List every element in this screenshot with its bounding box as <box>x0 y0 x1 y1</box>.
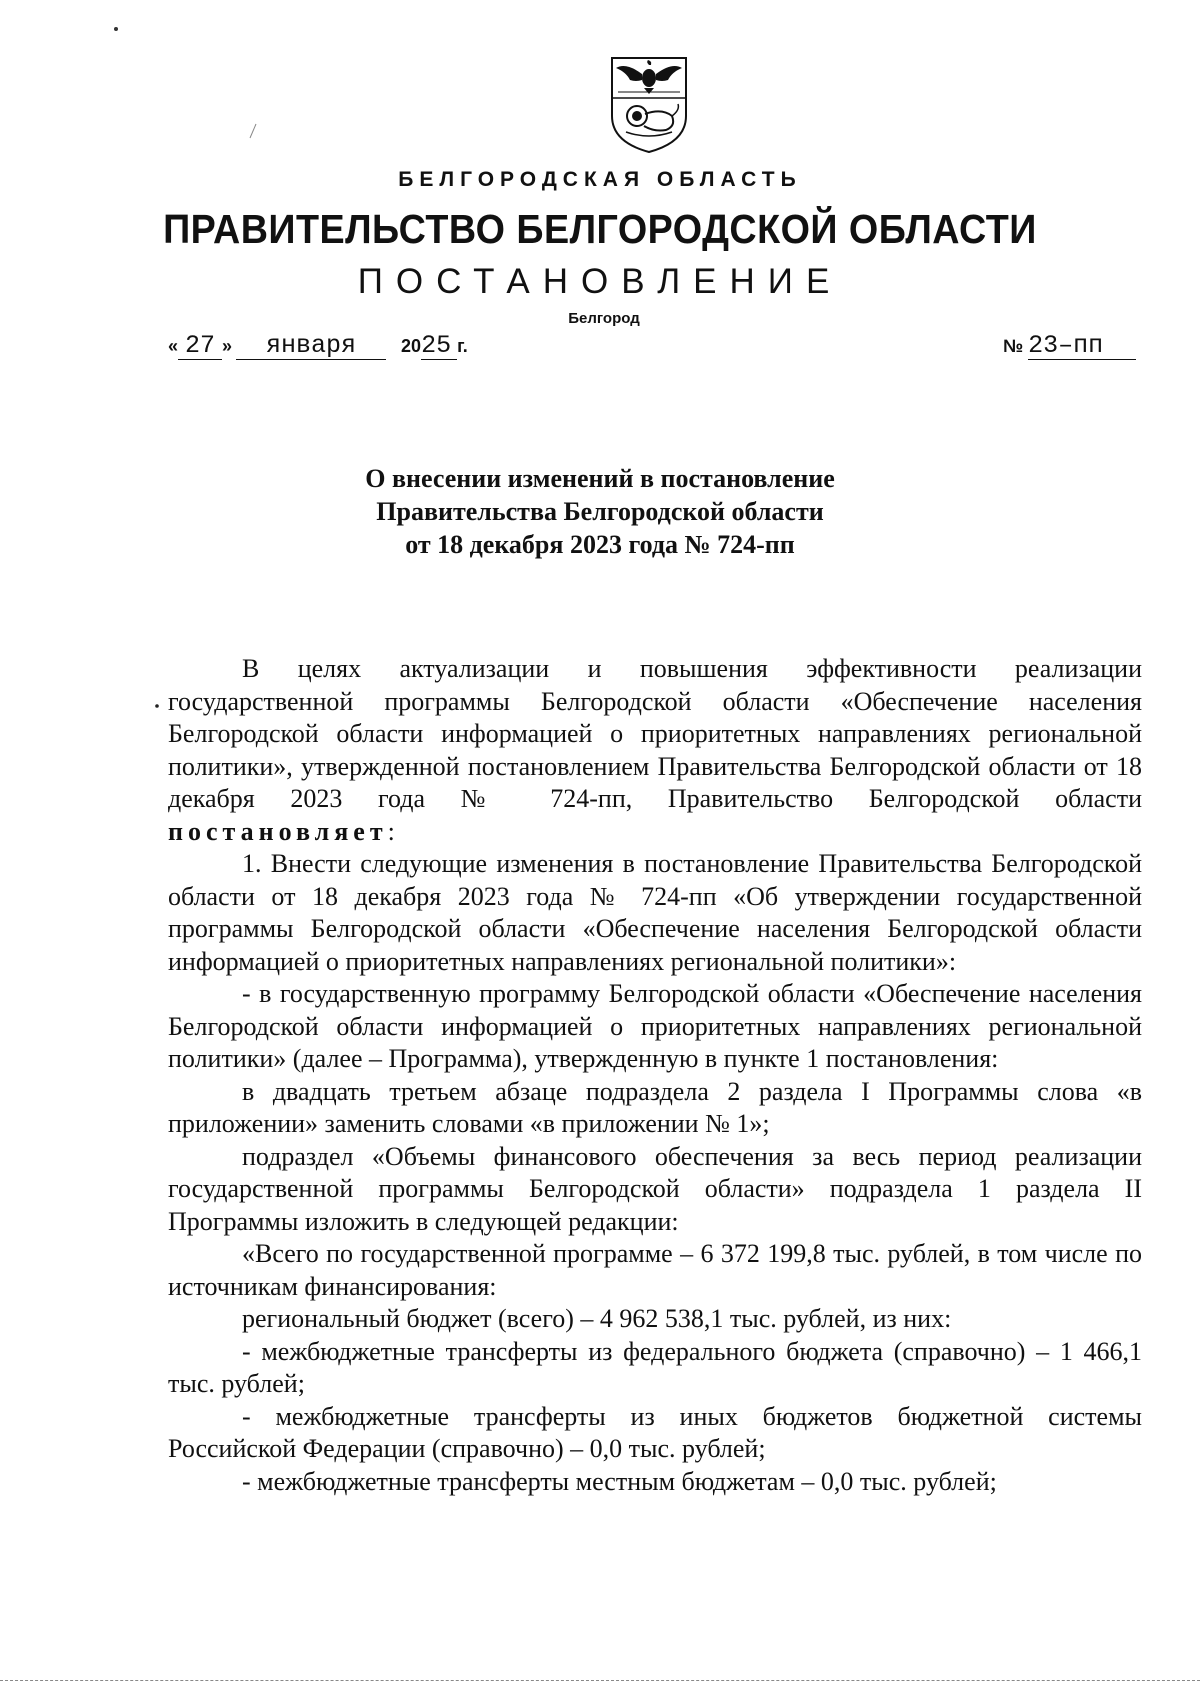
paragraph-section-1-change: в двадцать третьем абзаце подраздела 2 раздела I Программы слова «в приложении» заменить словами «в приложении № 1»; <box>168 1076 1142 1138</box>
date-year-mark: г. <box>457 336 468 356</box>
date-month: января <box>236 333 386 360</box>
document-type-heading: ПОСТАНОВЛЕНИЕ <box>357 262 843 301</box>
document-title <box>0 462 1200 561</box>
title-line-2: Правительства Белгородской области <box>376 497 824 526</box>
date-open-quote: « <box>168 336 179 356</box>
region-heading: БЕЛГОРОДСКАЯ ОБЛАСТЬ <box>398 168 802 191</box>
paragraph-local-transfers: - межбюджетные трансферты местным бюджетам – 0,0 тыс. рублей; <box>242 1466 997 1496</box>
paragraph-funding-subsection: подраздел «Объемы финансового обеспечения за весь период реализации государственной программы Белгородской области» подраздела 1 раздела II Программы изложить в следующей редакции: <box>168 1141 1142 1236</box>
paragraph-federal-transfers: - межбюджетные трансферты из федерального бюджета (справочно) – 1 466,1 тыс. рублей; <box>168 1336 1142 1398</box>
date-close-quote: » <box>222 336 233 356</box>
city-label: Белгород <box>568 310 640 327</box>
date-year-suffix: 25 <box>421 333 457 360</box>
paragraph-program-change: - в государственную программу Белгородской области «Обеспечение населения Белгородской области информацией о приоритетных направлениях региональной политики» (далее – Программа), утвержденную в пункте 1 постановления: <box>168 979 1142 1073</box>
title-line-3: от 18 декабря 2023 года № 724-пп <box>405 530 795 559</box>
paragraph-preamble <box>168 653 1142 848</box>
document-date <box>168 333 468 360</box>
number-value: 23–пп <box>1028 333 1136 360</box>
paragraph-total-funding: «Всего по государственной программе – 6 372 199,8 тыс. рублей, в том числе по источникам финансирования: <box>168 1239 1142 1301</box>
decree-keyword: постановляет <box>168 816 388 846</box>
preamble-end: : <box>387 816 395 846</box>
coat-of-arms-emblem <box>604 54 694 154</box>
number-prefix: № <box>1003 336 1024 356</box>
document-body <box>168 653 1142 1498</box>
scan-speck <box>154 703 160 709</box>
paragraph-other-transfers: - межбюджетные трансферты из иных бюджетов бюджетной системы Российской Федерации (справочно) – 0,0 тыс. рублей; <box>168 1401 1142 1463</box>
paragraph-regional-budget: региональный бюджет (всего) – 4 962 538,1 тыс. рублей, из них: <box>242 1304 952 1333</box>
document-number <box>1003 333 1136 360</box>
scan-bottom-edge <box>0 1680 1200 1681</box>
scan-pen-mark <box>248 122 258 140</box>
date-day: 27 <box>178 333 222 360</box>
date-year-prefix: 20 <box>401 336 422 356</box>
government-heading: ПРАВИТЕЛЬСТВО БЕЛГОРОДСКОЙ ОБЛАСТИ <box>163 206 1037 252</box>
scan-speck <box>112 26 120 32</box>
preamble-text: В целях актуализации и повышения эффективности реализации государственной программы Белгородской области «Обеспечение населения Белгородской области информацией о приоритетных направлениях региональной политики», утвержденной постановлением Правительства Белгородской области от 18 декабря 2023 года № 724-пп, Правительство Белгородской области <box>168 654 1142 813</box>
title-line-1: О внесении изменений в постановление <box>365 464 835 493</box>
paragraph-item-1: 1. Внести следующие изменения в постановление Правительства Белгородской области от 18 декабря 2023 года № 724-пп «Об утверждении государственной программы Белгородской области «Обеспечение населения Белгородской области информацией о приоритетных направлениях региональной политики»: <box>168 849 1142 976</box>
